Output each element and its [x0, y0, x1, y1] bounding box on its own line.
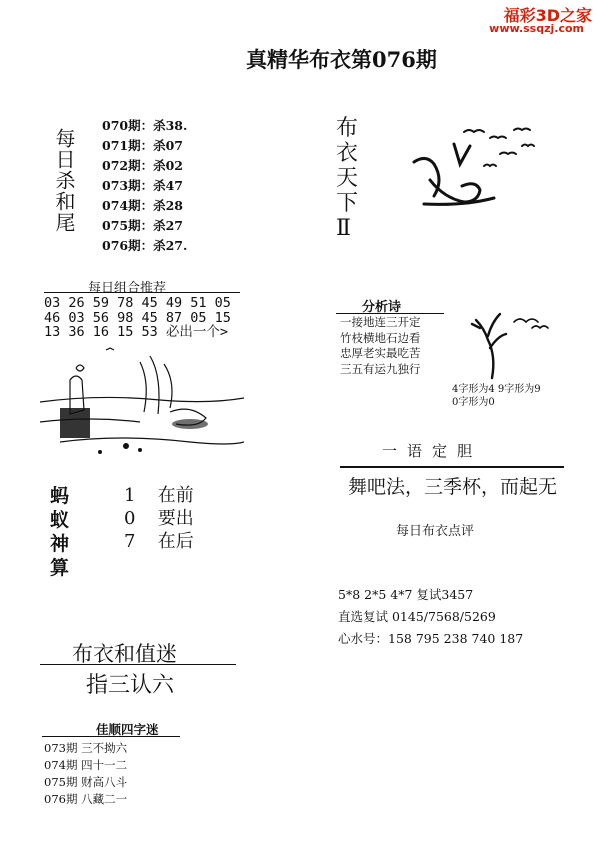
mayi-row	[124, 484, 194, 507]
riddle-row: 075期 财高八斗	[44, 775, 128, 789]
mayi-row	[124, 507, 194, 530]
combo-row: 03 26 59 78 45 49 51 05	[44, 295, 231, 311]
daily-tail-entry: 072期：杀02	[102, 158, 183, 173]
mayi-char: 蚁	[50, 509, 70, 531]
mayi-text: 要出	[157, 508, 194, 529]
daily-combo-title: 每日组合推荐	[88, 281, 167, 296]
review-line: 5*8 2*5 4*7 复试3457	[338, 587, 474, 602]
four-char-riddle-title: 佳顺四字迷	[96, 722, 159, 737]
riddle-row: 074期 四十一二	[44, 758, 128, 772]
review-line: 心水号：158 795 238 740 187	[338, 631, 524, 646]
analysis-poem-notes	[452, 383, 541, 409]
analysis-poem-title: 分析诗	[362, 300, 402, 315]
tree-birds-illustration	[466, 306, 556, 382]
buyi-heyi-phrase: 指三认六	[86, 673, 175, 698]
combo-row: 13 36 16 15 53 必出一个>	[44, 324, 229, 340]
heyi-divider	[40, 664, 236, 665]
mayi-char: 神	[50, 533, 70, 555]
mayi-char: 算	[50, 557, 70, 579]
review-line: 直选复试 0145/7568/5269	[338, 609, 496, 624]
yiyu-divider	[340, 466, 564, 468]
poem-line: 三五有运九独行	[340, 361, 421, 376]
mayi-number: 0	[124, 508, 136, 529]
desert-traveler-illustration	[40, 342, 244, 460]
four-char-riddle-rows	[44, 740, 127, 808]
birds-calligraphy-illustration	[404, 124, 554, 216]
poem-line: 竹枝横地石边看	[340, 330, 421, 345]
daily-tail-entry: 076期：杀27.	[102, 238, 188, 253]
daily-review-title: 每日布衣点评	[396, 524, 475, 539]
yiyu-dingdan-title: 一语定胆	[382, 442, 483, 460]
poem-note: 4字形为4 9字形为9	[452, 384, 541, 395]
mayi-shensuan-label	[50, 484, 69, 580]
buyi-char: Ⅱ	[336, 216, 351, 241]
combo-divider	[44, 292, 240, 293]
combo-row: 46 03 56 98 45 87 05 15	[44, 309, 231, 326]
mayi-number: 1	[124, 485, 136, 506]
buyi-tianxia-label	[336, 117, 358, 242]
mayi-text: 在前	[157, 485, 194, 506]
poem-note: 0字形为0	[452, 397, 495, 408]
page-title: 真精华布衣第076期	[246, 47, 437, 72]
poem-line: 一接地连三开定	[340, 315, 421, 329]
poem-line: 忠厚老实最吃苦	[340, 346, 421, 360]
analysis-poem-lines	[340, 315, 421, 377]
mayi-text: 在后	[157, 531, 194, 552]
daily-tail-label: 每日杀和尾	[52, 128, 76, 233]
buyi-heyi-title: 布衣和值迷	[72, 642, 177, 666]
daily-combo-rows	[44, 296, 231, 340]
daily-tail-list	[102, 116, 187, 256]
yiyu-dingdan-phrase: 舞吧法，三季杯，而起无	[348, 476, 558, 498]
daily-tail-entry: 070期：杀38.	[102, 118, 188, 133]
mayi-char: 蚂	[50, 485, 70, 507]
buyi-char: 衣	[336, 141, 359, 166]
mayi-row	[124, 530, 194, 553]
watermark-site-name: 福彩3D之家	[503, 6, 592, 25]
mayi-number: 7	[124, 531, 136, 552]
daily-review-lines	[338, 584, 523, 650]
buyi-char: 天	[336, 166, 359, 191]
buyi-char: 下	[336, 191, 359, 216]
daily-tail-entry: 071期：杀07	[102, 138, 183, 153]
daily-tail-entry: 074期：杀28	[102, 198, 183, 213]
riddle-row: 073期 三不拗六	[44, 741, 128, 755]
watermark-site-url: www.ssqzj.com	[489, 22, 584, 35]
buyi-char: 布	[336, 116, 359, 141]
four-char-divider	[42, 736, 180, 737]
daily-tail-entry: 073期：杀47	[102, 178, 183, 193]
mayi-shensuan-rows	[124, 484, 194, 553]
poem-divider	[336, 313, 444, 314]
riddle-row: 076期 八藏二一	[44, 792, 128, 806]
daily-tail-entry: 075期：杀27	[102, 218, 183, 233]
